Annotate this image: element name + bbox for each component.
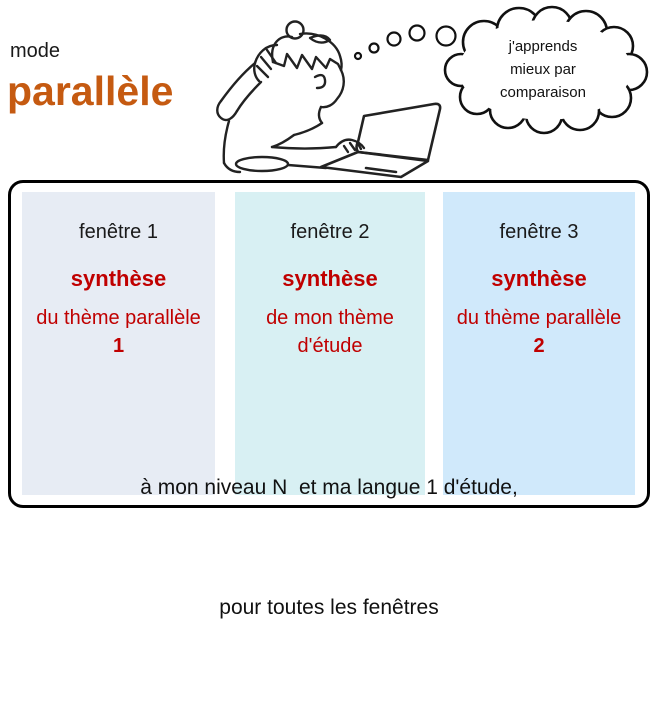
thought-bubble-text	[463, 35, 623, 104]
window-body-line: du thème parallèle	[456, 307, 622, 329]
thought-bubble-line: mieux par	[510, 61, 576, 78]
window-body-line: de mon thème	[266, 307, 394, 329]
footer-line: à mon niveau N et ma langue 1 d'étude,	[140, 476, 518, 499]
window-body-line: 2	[533, 335, 545, 357]
window-subtitle: synthèse	[70, 266, 167, 291]
window-title: fenêtre 2	[290, 221, 370, 243]
laptop-icon	[321, 104, 440, 177]
window-body-line: d'étude	[297, 335, 363, 357]
window-title: fenêtre 3	[499, 221, 579, 243]
window-body-line: du thème parallèle	[36, 307, 201, 329]
mode-title: parallèle	[7, 68, 174, 114]
person-at-laptop-icon	[217, 22, 364, 173]
panel-footer-text	[11, 388, 647, 708]
window-title: fenêtre 1	[79, 221, 158, 243]
window-subtitle: synthèse	[491, 266, 587, 291]
thought-bubble-line: comparaison	[500, 84, 586, 101]
mode-label: mode	[10, 40, 61, 62]
footer-line: pour toutes les fenêtres	[219, 596, 439, 619]
window-body-line: 1	[112, 335, 125, 357]
windows-panel	[8, 180, 650, 619]
window-subtitle: synthèse	[282, 266, 378, 291]
thought-trail-icon	[355, 26, 456, 60]
thought-bubble-line: j'apprends	[508, 38, 578, 55]
